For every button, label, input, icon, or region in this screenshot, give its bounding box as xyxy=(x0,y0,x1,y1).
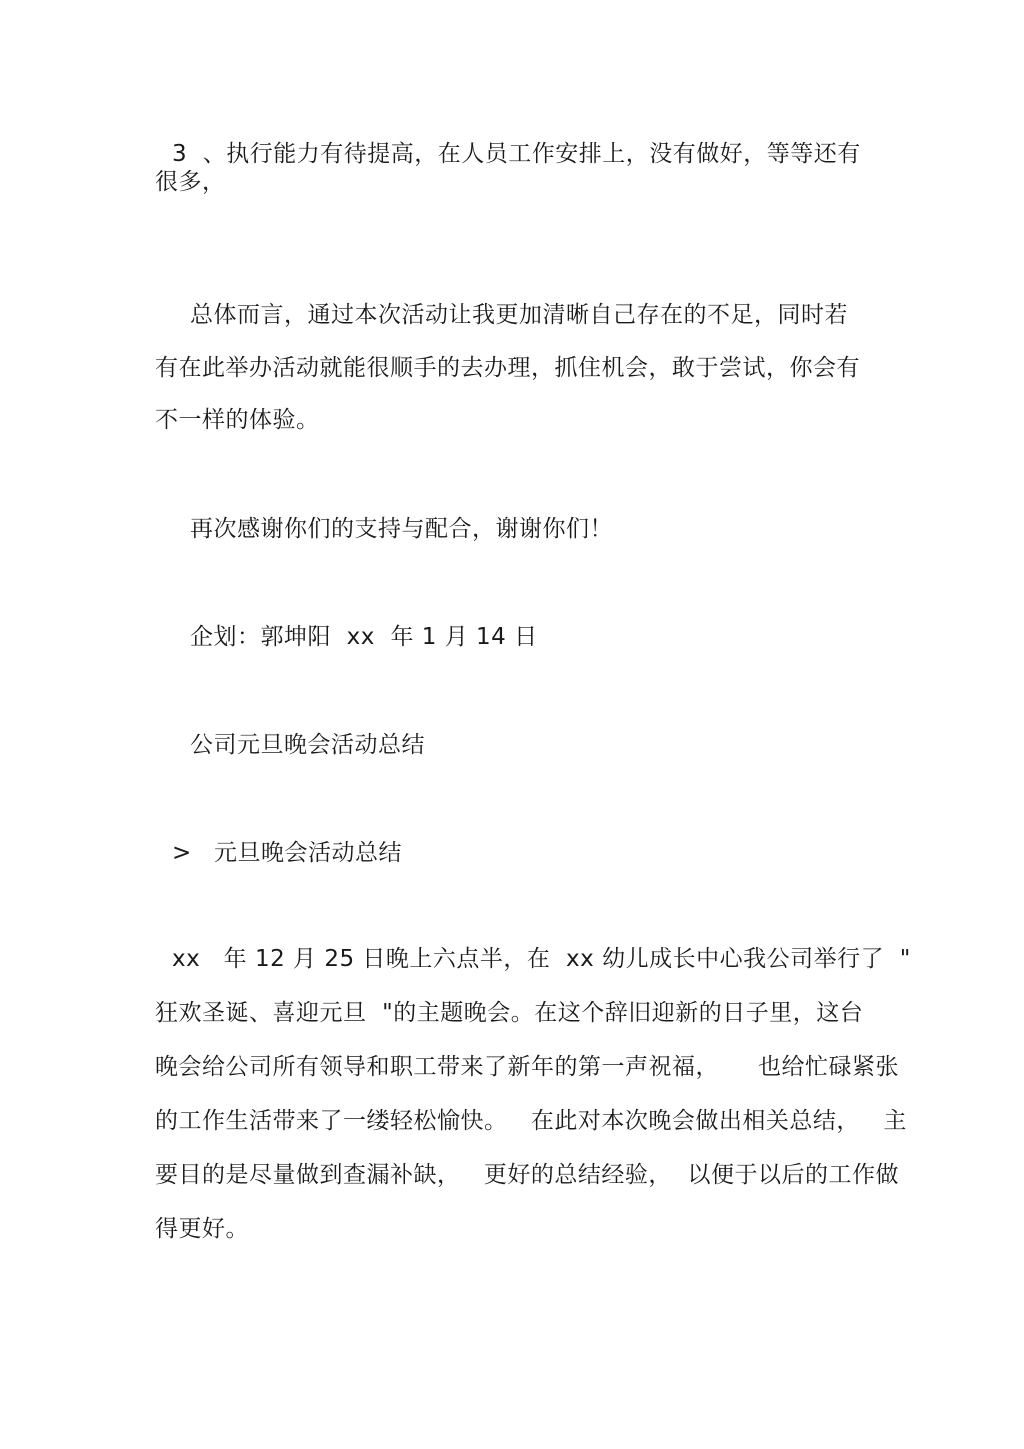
paragraph-2-line-1: 总体而言，通过本次活动让我更加清晰自己存在的不足，同时若 xyxy=(190,302,848,328)
paragraph-3-line-2: 狂欢圣诞、喜迎元旦 "的主题晚会。在这个辞旧迎新的日子里，这台 xyxy=(155,1000,864,1026)
paragraph-1-line-2: 很多， xyxy=(155,169,226,195)
paragraph-2-line-2: 有在此举办活动就能很顺手的去办理，抓住机会，敢于尝试，你会有 xyxy=(155,355,860,381)
paragraph-3-line-4: 的工作生活带来了一缕轻松愉快。 在此对本次晚会做出相关总结， 主 xyxy=(155,1108,907,1134)
thanks-line: 再次感谢你们的支持与配合，谢谢你们！ xyxy=(190,516,613,542)
subheading-marker: > xyxy=(172,840,192,866)
paragraph-1-line-1: 3 、执行能力有待提高，在人员工作安排上，没有做好，等等还有 xyxy=(172,141,861,167)
subheading-text: 元旦晚会活动总结 xyxy=(214,840,402,866)
paragraph-2-line-3: 不一样的体验。 xyxy=(155,407,320,433)
paragraph-3-line-5: 要目的是尽量做到查漏补缺， 更好的总结经验， 以便于以后的工作做 xyxy=(155,1162,900,1188)
paragraph-3-line-6: 得更好。 xyxy=(155,1216,249,1242)
section-title: 公司元旦晚会活动总结 xyxy=(190,732,425,758)
paragraph-3-line-3: 晚会给公司所有领导和职工带来了新年的第一声祝福， 也给忙碌紧张 xyxy=(155,1054,900,1080)
paragraph-3-line-1: xx 年 12 月 25 日晚上六点半，在 xx 幼儿成长中心我公司举行了 " xyxy=(172,946,911,972)
signature-line: 企划：郭坤阳 xx 年 1 月 14 日 xyxy=(190,624,538,650)
